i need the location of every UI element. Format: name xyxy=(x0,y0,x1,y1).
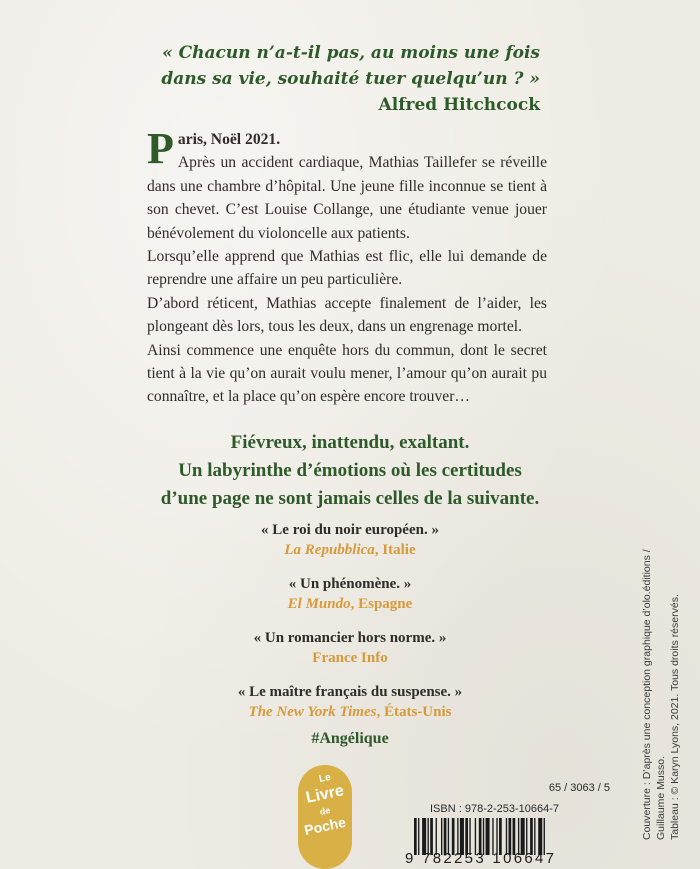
review-quote: « Un phénomène. » xyxy=(288,576,412,592)
blurb xyxy=(147,124,547,409)
blurb-paragraph-3: D’abord réticent, Mathias accepte finalement de l’aider, les plongeant dès lors, tous les deux, dans un engrenage mortel. xyxy=(147,294,547,336)
review-item xyxy=(100,628,600,668)
tagline xyxy=(100,429,600,513)
tagline-line-3: d’une page ne sont jamais celles de la suivante. xyxy=(160,488,540,509)
credits-line-2: Tableau : © Karyn Lyons, 2021. Tous droits réservés. xyxy=(669,594,681,840)
review-source: El Mundo, Espagne xyxy=(287,596,413,612)
drop-cap: P xyxy=(147,124,174,173)
catalog-code: 65 / 3063 / 5 xyxy=(548,782,610,794)
review-source: France Info xyxy=(312,650,388,666)
epigraph-line-1: « Chacun n’a-t-il pas, au moins une fois xyxy=(162,43,540,63)
epigraph-line-2: dans sa vie, souhaité tuer quelqu’un ? » xyxy=(161,69,540,89)
review-item xyxy=(100,682,600,722)
review-source: La Repubblica, Italie xyxy=(284,542,416,558)
epigraph-author: Alfred Hitchcock xyxy=(378,95,540,115)
review-quote: « Le roi du noir européen. » xyxy=(261,522,439,538)
publisher-logo: Le Livre de Poche xyxy=(298,765,352,869)
review-quote: « Le maître français du suspense. » xyxy=(237,684,463,700)
credits-line-1: Couverture : D’après une conception graphique d’olo.éditions / Guillaume Musso. xyxy=(641,549,667,840)
blurb-opening: aris, Noël 2021. xyxy=(177,131,281,148)
review-item xyxy=(100,520,600,560)
review-source: The New York Times, États-Unis xyxy=(248,704,452,720)
tagline-line-2: Un labyrinthe d’émotions où les certitudes xyxy=(178,460,522,481)
blurb-paragraph-2: Lorsqu’elle apprend que Mathias est flic, elle lui demande de reprendre une affaire un peu particulière. xyxy=(147,248,547,289)
review-item xyxy=(100,574,600,614)
isbn-number: ISBN : 978-2-253-10664-7 xyxy=(430,803,560,815)
hashtag: #Angélique xyxy=(311,730,389,747)
barcode-digits: 9 782253 106647 xyxy=(405,850,557,867)
tagline-line-1: Fiévreux, inattendu, exaltant. xyxy=(230,432,470,453)
credits xyxy=(640,540,690,860)
blurb-paragraph-1: Après un accident cardiaque, Mathias Taillefer se réveille dans une chambre d’hôpital. Une jeune fille inconnue se tient à son chevet. C’est Louise Collange, une étudiante venue jouer bénévolement du violoncelle aux patients. xyxy=(147,154,547,242)
review-quote: « Un romancier hors norme. » xyxy=(253,630,447,646)
epigraph xyxy=(160,40,540,118)
press-reviews xyxy=(100,520,600,736)
blurb-paragraph-4: Ainsi commence une enquête hors du commun, dont le secret tient à la vie qu’on aurait voulu mener, l’amour qu’on aurait pu connaître, et la place qu’on espère encore trouver… xyxy=(147,341,547,406)
